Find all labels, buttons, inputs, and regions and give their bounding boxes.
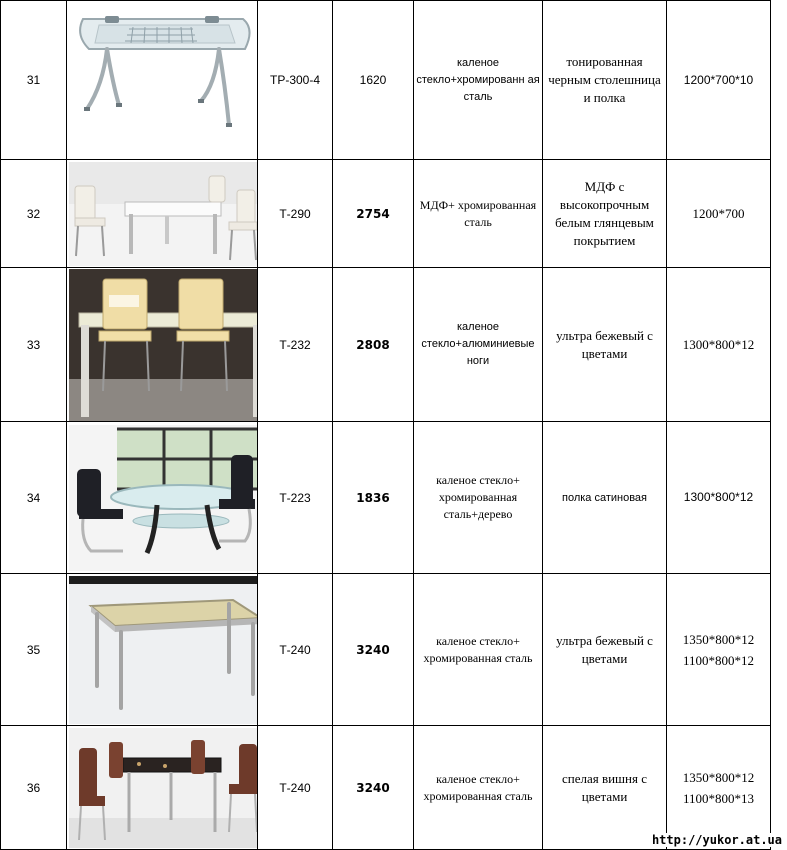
- beige-table-chairs-photo: [69, 269, 258, 421]
- table-row: [1, 726, 771, 850]
- size-value: 1350*800*12: [682, 631, 755, 647]
- product-photo: [67, 422, 258, 574]
- size-value: 1200*700: [692, 206, 745, 221]
- description: спелая вишня с цветами: [543, 726, 667, 850]
- model-code: Т-240: [258, 726, 333, 850]
- size-value: 1100*800*12: [682, 652, 755, 668]
- dark-table-brown-chairs-photo: [69, 728, 258, 848]
- material: каленое стекло+ хромированная сталь+дерево: [414, 422, 543, 574]
- row-number: 32: [1, 160, 67, 268]
- price: 3240: [333, 726, 414, 850]
- price: 3240: [333, 574, 414, 726]
- oval-glass-table-photo: [69, 425, 258, 571]
- row-number: 33: [1, 268, 67, 422]
- table-row: [1, 1, 771, 160]
- size: [667, 268, 771, 422]
- model-code: Т-290: [258, 160, 333, 268]
- price: 2808: [333, 268, 414, 422]
- model-code: ТР-300-4: [258, 1, 333, 160]
- watermark: http://yukor.at.ua: [651, 833, 782, 847]
- row-number: 34: [1, 422, 67, 574]
- white-table-chairs-photo: [69, 162, 258, 266]
- size-value: 1300*800*12: [682, 337, 755, 352]
- product-photo: [67, 160, 258, 268]
- model-code: Т-232: [258, 268, 333, 422]
- price: 2754: [333, 160, 414, 268]
- description: ультра бежевый с цветами: [543, 268, 667, 422]
- size-value: 1300*800*12: [683, 490, 754, 504]
- material: каленое стекло+хромированн ая сталь: [414, 1, 543, 160]
- material: каленое стекло+ хромированная сталь: [414, 574, 543, 726]
- row-number: 35: [1, 574, 67, 726]
- product-photo: [67, 1, 258, 160]
- row-number: 31: [1, 1, 67, 160]
- size: [667, 422, 771, 574]
- table-row: [1, 268, 771, 422]
- model-code: Т-240: [258, 574, 333, 726]
- size: [667, 160, 771, 268]
- size-value: 1100*800*13: [682, 790, 755, 806]
- table-row: [1, 574, 771, 726]
- material: каленое стекло+алюминиевые ноги: [414, 268, 543, 422]
- extendable-beige-table-photo: [69, 576, 258, 724]
- size: [667, 1, 771, 160]
- product-photo: [67, 268, 258, 422]
- description: ультра бежевый с цветами: [543, 574, 667, 726]
- size-value: 1200*700*10: [683, 72, 754, 87]
- price: 1836: [333, 422, 414, 574]
- description: МДФ с высокопрочным белым глянцевым покрытием: [543, 160, 667, 268]
- model-code: Т-223: [258, 422, 333, 574]
- material: МДФ+ хромированная сталь: [414, 160, 543, 268]
- description: тонированная черным столешница и полка: [543, 1, 667, 160]
- size: [667, 726, 771, 850]
- table-row: [1, 422, 771, 574]
- table-row: [1, 160, 771, 268]
- description: полка сатиновая: [543, 422, 667, 574]
- product-photo: [67, 726, 258, 850]
- material: каленое стекло+ хромированная сталь: [414, 726, 543, 850]
- size-value: 1350*800*12: [682, 769, 755, 785]
- size: [667, 574, 771, 726]
- product-photo: [67, 574, 258, 726]
- price: 1620: [333, 1, 414, 160]
- glass-table-photo: [69, 5, 255, 155]
- row-number: 36: [1, 726, 67, 850]
